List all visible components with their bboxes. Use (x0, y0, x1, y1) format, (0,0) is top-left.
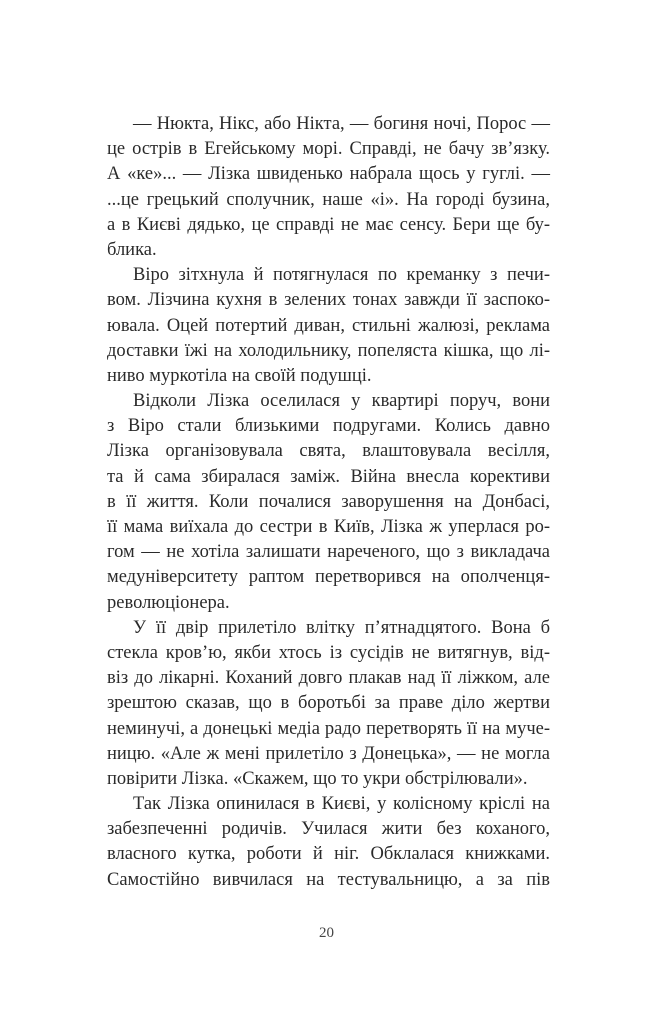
text-line: стекла кров’ю, якби хтось із сусідів не витягнув, від- (107, 642, 550, 663)
paragraph (107, 112, 550, 263)
text-line: це острів в Егейському морі. Справді, не бачу зв’язку. (107, 139, 550, 160)
text-line: доставки їжі на холодильнику, попеляста кішка, що лі- (107, 340, 550, 361)
text-line: а в Києві дядько, це справді не має сенсу. Бери ще бу- (107, 214, 550, 235)
text-line: її мама виїхала до сестри в Київ, Лізка ж уперлася ро- (107, 517, 550, 537)
body-text (107, 112, 550, 893)
text-line: Самостійно вивчилася на тестувальницю, а за пів (107, 869, 550, 890)
text-line: з Віро стали близькими подругами. Колись давно (107, 416, 550, 437)
text-line: забезпеченні родичів. Училася жити без коханого, (107, 819, 550, 840)
text-line: в її життя. Коли почалися заворушення на Донбасі, (107, 491, 550, 512)
text-line: Віро зітхнула й потягнулася по креманку з печи- (133, 265, 550, 286)
text-line: зрештою сказав, що в боротьбі за праве діло жертви (107, 693, 550, 714)
page-number: 20 (319, 925, 334, 941)
text-line: повірити Лізка. «Скажем, що то укри обстрілювали». (107, 768, 528, 789)
paragraph (107, 616, 550, 792)
text-line: ниво муркотіла на своїй подушці. (107, 365, 372, 386)
paragraph (107, 263, 550, 389)
text-line: блика. (107, 239, 157, 260)
text-line: Лізка організовувала свята, влаштовувала весілля, (107, 441, 550, 462)
paragraph (107, 792, 550, 893)
text-line: Так Лізка опинилася в Києві, у колісному кріслі на (133, 794, 550, 815)
text-line: неминучі, а донецькі медіа радо перетворять її на муче- (107, 718, 550, 739)
text-line: Відколи Лізка оселилася у квартирі поруч, вони (133, 391, 550, 412)
paragraph (107, 389, 550, 616)
text-line: ювала. Оцей потертий диван, стильні жалюзі, реклама (107, 315, 550, 336)
text-line: революціонера. (107, 592, 230, 613)
text-line: ...це грецький сполучник, наше «і». На городі бузина, (107, 189, 550, 210)
text-line: А «ке»... — Лізка швиденько набрала щось у гуглі. — (107, 164, 550, 185)
text-line: віз до лікарні. Коханий довго плакав над її ліжком, але (107, 668, 550, 689)
text-line: — Нюкта, Нікс, або Нікта, — богиня ночі, Порос — (133, 114, 550, 134)
text-line: власного кутка, роботи й ніг. Обклалася книжками. (107, 844, 550, 865)
text-line: вом. Лізчина кухня в зелених тонах завжди її заспоко- (107, 290, 550, 311)
text-line: та й сама збиралася заміж. Війна внесла корективи (107, 466, 550, 487)
text-line: У її двір прилетіло влітку п’ятнадцятого. Вона б (133, 617, 550, 638)
text-line: гом — не хотіла залишати нареченого, що з викладача (107, 542, 550, 563)
text-line: медуніверситету раптом перетворився на ополченця- (107, 567, 550, 588)
text-line: ницю. «Але ж мені прилетіло з Донецька», — не могла (107, 743, 550, 764)
